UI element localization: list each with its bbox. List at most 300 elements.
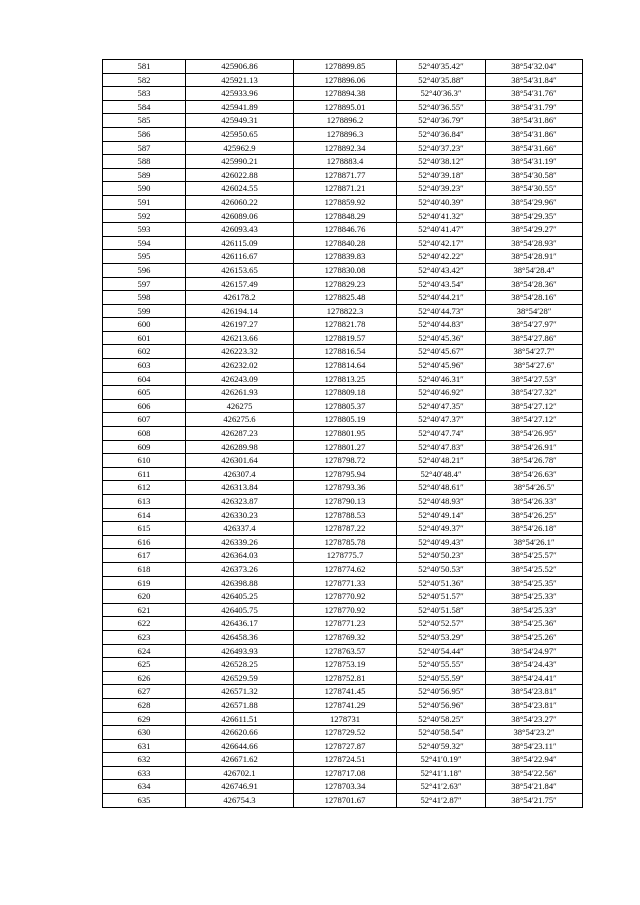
table-row (103, 726, 583, 740)
table-row (103, 114, 583, 128)
x-coordinate-cell: 426746.91 (186, 780, 294, 794)
latitude-cell: 52°40′50.53″ (397, 562, 486, 576)
longitude-cell: 38°54′25.57″ (486, 549, 583, 563)
longitude-cell: 38°54′26.78″ (486, 454, 583, 468)
table-row (103, 766, 583, 780)
point-number-cell: 634 (103, 780, 186, 794)
x-coordinate-cell: 426024.55 (186, 182, 294, 196)
latitude-cell: 52°40′51.58″ (397, 603, 486, 617)
x-coordinate-cell: 426307.4 (186, 467, 294, 481)
y-coordinate-cell: 1278769.32 (294, 630, 397, 644)
y-coordinate-cell: 1278798.72 (294, 454, 397, 468)
longitude-cell: 38°54′30.55″ (486, 182, 583, 196)
latitude-cell: 52°40′45.67″ (397, 345, 486, 359)
point-number-cell: 619 (103, 576, 186, 590)
table-row (103, 331, 583, 345)
longitude-cell: 38°54′25.36″ (486, 617, 583, 631)
latitude-cell: 52°40′46.31″ (397, 372, 486, 386)
point-number-cell: 607 (103, 413, 186, 427)
point-number-cell: 601 (103, 331, 186, 345)
y-coordinate-cell: 1278892.34 (294, 141, 397, 155)
x-coordinate-cell: 425921.13 (186, 73, 294, 87)
x-coordinate-cell: 426289.98 (186, 440, 294, 454)
table-row (103, 427, 583, 441)
point-number-cell: 582 (103, 73, 186, 87)
longitude-cell: 38°54′27.12″ (486, 399, 583, 413)
longitude-cell: 38°54′26.25″ (486, 508, 583, 522)
latitude-cell: 52°40′47.74″ (397, 427, 486, 441)
y-coordinate-cell: 1278871.21 (294, 182, 397, 196)
latitude-cell: 52°40′49.43″ (397, 535, 486, 549)
table-row (103, 87, 583, 101)
y-coordinate-cell: 1278822.3 (294, 304, 397, 318)
point-number-cell: 589 (103, 168, 186, 182)
latitude-cell: 52°40′48.93″ (397, 495, 486, 509)
table-row (103, 60, 583, 74)
latitude-cell: 52°40′54.44″ (397, 644, 486, 658)
point-number-cell: 616 (103, 535, 186, 549)
latitude-cell: 52°40′45.36″ (397, 331, 486, 345)
y-coordinate-cell: 1278899.85 (294, 60, 397, 74)
y-coordinate-cell: 1278771.33 (294, 576, 397, 590)
y-coordinate-cell: 1278774.62 (294, 562, 397, 576)
x-coordinate-cell: 426261.93 (186, 386, 294, 400)
longitude-cell: 38°54′27.6″ (486, 359, 583, 373)
longitude-cell: 38°54′31.66″ (486, 141, 583, 155)
x-coordinate-cell: 426671.62 (186, 753, 294, 767)
longitude-cell: 38°54′31.79″ (486, 100, 583, 114)
longitude-cell: 38°54′24.41″ (486, 671, 583, 685)
x-coordinate-cell: 425933.96 (186, 87, 294, 101)
table-row (103, 399, 583, 413)
y-coordinate-cell: 1278775.7 (294, 549, 397, 563)
longitude-cell: 38°54′27.97″ (486, 318, 583, 332)
x-coordinate-cell: 426620.66 (186, 726, 294, 740)
latitude-cell: 52°40′44.73″ (397, 304, 486, 318)
y-coordinate-cell: 1278859.92 (294, 195, 397, 209)
x-coordinate-cell: 426301.64 (186, 454, 294, 468)
table-row (103, 304, 583, 318)
table-row (103, 372, 583, 386)
latitude-cell: 52°40′37.23″ (397, 141, 486, 155)
table-row (103, 495, 583, 509)
latitude-cell: 52°40′48.21″ (397, 454, 486, 468)
y-coordinate-cell: 1278809.18 (294, 386, 397, 400)
point-number-cell: 611 (103, 467, 186, 481)
x-coordinate-cell: 426373.26 (186, 562, 294, 576)
latitude-cell: 52°41′1.18″ (397, 766, 486, 780)
x-coordinate-cell: 426339.26 (186, 535, 294, 549)
x-coordinate-cell: 425990.21 (186, 155, 294, 169)
point-number-cell: 625 (103, 658, 186, 672)
x-coordinate-cell: 425941.89 (186, 100, 294, 114)
x-coordinate-cell: 426337.4 (186, 522, 294, 536)
latitude-cell: 52°40′36.79″ (397, 114, 486, 128)
table-row (103, 780, 583, 794)
y-coordinate-cell: 1278805.19 (294, 413, 397, 427)
longitude-cell: 38°54′32.04″ (486, 60, 583, 74)
x-coordinate-cell: 426364.03 (186, 549, 294, 563)
x-coordinate-cell: 426116.67 (186, 250, 294, 264)
point-number-cell: 587 (103, 141, 186, 155)
y-coordinate-cell: 1278724.51 (294, 753, 397, 767)
table-row (103, 291, 583, 305)
table-row (103, 508, 583, 522)
y-coordinate-cell: 1278896.2 (294, 114, 397, 128)
x-coordinate-cell: 426213.66 (186, 331, 294, 345)
table-row (103, 603, 583, 617)
latitude-cell: 52°40′47.83″ (397, 440, 486, 454)
table-row (103, 223, 583, 237)
longitude-cell: 38°54′23.11″ (486, 739, 583, 753)
x-coordinate-cell: 426323.87 (186, 495, 294, 509)
table-row (103, 250, 583, 264)
y-coordinate-cell: 1278790.13 (294, 495, 397, 509)
y-coordinate-cell: 1278839.83 (294, 250, 397, 264)
x-coordinate-cell: 426528.25 (186, 658, 294, 672)
y-coordinate-cell: 1278795.94 (294, 467, 397, 481)
y-coordinate-cell: 1278741.45 (294, 685, 397, 699)
latitude-cell: 52°40′44.83″ (397, 318, 486, 332)
table-row (103, 549, 583, 563)
y-coordinate-cell: 1278830.08 (294, 263, 397, 277)
longitude-cell: 38°54′29.27″ (486, 223, 583, 237)
longitude-cell: 38°54′28.93″ (486, 236, 583, 250)
point-number-cell: 586 (103, 127, 186, 141)
x-coordinate-cell: 426060.22 (186, 195, 294, 209)
point-number-cell: 635 (103, 794, 186, 808)
x-coordinate-cell: 426405.75 (186, 603, 294, 617)
y-coordinate-cell: 1278701.67 (294, 794, 397, 808)
point-number-cell: 618 (103, 562, 186, 576)
y-coordinate-cell: 1278805.37 (294, 399, 397, 413)
x-coordinate-cell: 426223.32 (186, 345, 294, 359)
point-number-cell: 597 (103, 277, 186, 291)
table-row (103, 562, 583, 576)
x-coordinate-cell: 425906.86 (186, 60, 294, 74)
latitude-cell: 52°40′43.54″ (397, 277, 486, 291)
table-row (103, 454, 583, 468)
table-row (103, 100, 583, 114)
table-row (103, 413, 583, 427)
coordinates-table-body (103, 60, 583, 808)
longitude-cell: 38°54′25.52″ (486, 562, 583, 576)
latitude-cell: 52°40′41.32″ (397, 209, 486, 223)
point-number-cell: 593 (103, 223, 186, 237)
latitude-cell: 52°40′58.25″ (397, 712, 486, 726)
latitude-cell: 52°40′36.84″ (397, 127, 486, 141)
x-coordinate-cell: 426275.6 (186, 413, 294, 427)
y-coordinate-cell: 1278770.92 (294, 590, 397, 604)
longitude-cell: 38°54′28.4″ (486, 263, 583, 277)
x-coordinate-cell: 426644.66 (186, 739, 294, 753)
point-number-cell: 628 (103, 698, 186, 712)
table-row (103, 155, 583, 169)
x-coordinate-cell: 426611.51 (186, 712, 294, 726)
latitude-cell: 52°40′51.36″ (397, 576, 486, 590)
y-coordinate-cell: 1278829.23 (294, 277, 397, 291)
table-row (103, 345, 583, 359)
y-coordinate-cell: 1278771.23 (294, 617, 397, 631)
latitude-cell: 52°40′38.12″ (397, 155, 486, 169)
longitude-cell: 38°54′27.32″ (486, 386, 583, 400)
x-coordinate-cell: 426197.27 (186, 318, 294, 332)
point-number-cell: 613 (103, 495, 186, 509)
x-coordinate-cell: 426243.09 (186, 372, 294, 386)
latitude-cell: 52°40′39.18″ (397, 168, 486, 182)
table-row (103, 182, 583, 196)
y-coordinate-cell: 1278703.34 (294, 780, 397, 794)
latitude-cell: 52°40′36.3″ (397, 87, 486, 101)
y-coordinate-cell: 1278871.77 (294, 168, 397, 182)
y-coordinate-cell: 1278896.3 (294, 127, 397, 141)
longitude-cell: 38°54′23.2″ (486, 726, 583, 740)
x-coordinate-cell: 426115.09 (186, 236, 294, 250)
longitude-cell: 38°54′29.35″ (486, 209, 583, 223)
longitude-cell: 38°54′31.84″ (486, 73, 583, 87)
table-row (103, 698, 583, 712)
point-number-cell: 592 (103, 209, 186, 223)
point-number-cell: 595 (103, 250, 186, 264)
longitude-cell: 38°54′26.63″ (486, 467, 583, 481)
latitude-cell: 52°40′56.95″ (397, 685, 486, 699)
table-row (103, 630, 583, 644)
y-coordinate-cell: 1278801.95 (294, 427, 397, 441)
latitude-cell: 52°40′48.61″ (397, 481, 486, 495)
y-coordinate-cell: 1278763.57 (294, 644, 397, 658)
latitude-cell: 52°40′42.22″ (397, 250, 486, 264)
latitude-cell: 52°40′42.17″ (397, 236, 486, 250)
latitude-cell: 52°40′35.42″ (397, 60, 486, 74)
x-coordinate-cell: 426232.02 (186, 359, 294, 373)
x-coordinate-cell: 425962.9 (186, 141, 294, 155)
x-coordinate-cell: 426529.59 (186, 671, 294, 685)
y-coordinate-cell: 1278788.53 (294, 508, 397, 522)
point-number-cell: 598 (103, 291, 186, 305)
x-coordinate-cell: 426754.3 (186, 794, 294, 808)
table-row (103, 576, 583, 590)
point-number-cell: 612 (103, 481, 186, 495)
point-number-cell: 603 (103, 359, 186, 373)
latitude-cell: 52°40′49.37″ (397, 522, 486, 536)
longitude-cell: 38°54′26.1″ (486, 535, 583, 549)
point-number-cell: 630 (103, 726, 186, 740)
y-coordinate-cell: 1278752.81 (294, 671, 397, 685)
y-coordinate-cell: 1278848.29 (294, 209, 397, 223)
x-coordinate-cell: 426458.36 (186, 630, 294, 644)
table-row (103, 685, 583, 699)
point-number-cell: 609 (103, 440, 186, 454)
table-row (103, 386, 583, 400)
latitude-cell: 52°40′43.42″ (397, 263, 486, 277)
latitude-cell: 52°40′45.96″ (397, 359, 486, 373)
table-row (103, 141, 583, 155)
x-coordinate-cell: 426313.84 (186, 481, 294, 495)
latitude-cell: 52°40′52.57″ (397, 617, 486, 631)
latitude-cell: 52°40′55.55″ (397, 658, 486, 672)
y-coordinate-cell: 1278840.28 (294, 236, 397, 250)
point-number-cell: 615 (103, 522, 186, 536)
longitude-cell: 38°54′26.91″ (486, 440, 583, 454)
x-coordinate-cell: 425949.31 (186, 114, 294, 128)
point-number-cell: 590 (103, 182, 186, 196)
longitude-cell: 38°54′23.81″ (486, 698, 583, 712)
table-row (103, 535, 583, 549)
point-number-cell: 632 (103, 753, 186, 767)
longitude-cell: 38°54′27.86″ (486, 331, 583, 345)
x-coordinate-cell: 426089.06 (186, 209, 294, 223)
table-row (103, 195, 583, 209)
point-number-cell: 608 (103, 427, 186, 441)
longitude-cell: 38°54′27.7″ (486, 345, 583, 359)
longitude-cell: 38°54′27.53″ (486, 372, 583, 386)
table-row (103, 644, 583, 658)
longitude-cell: 38°54′31.76″ (486, 87, 583, 101)
x-coordinate-cell: 425950.65 (186, 127, 294, 141)
table-row (103, 590, 583, 604)
latitude-cell: 52°40′58.54″ (397, 726, 486, 740)
y-coordinate-cell: 1278793.36 (294, 481, 397, 495)
longitude-cell: 38°54′25.33″ (486, 603, 583, 617)
table-row (103, 168, 583, 182)
y-coordinate-cell: 1278717.08 (294, 766, 397, 780)
longitude-cell: 38°54′31.19″ (486, 155, 583, 169)
y-coordinate-cell: 1278895.01 (294, 100, 397, 114)
table-row (103, 73, 583, 87)
point-number-cell: 622 (103, 617, 186, 631)
y-coordinate-cell: 1278727.87 (294, 739, 397, 753)
longitude-cell: 38°54′25.35″ (486, 576, 583, 590)
x-coordinate-cell: 426153.65 (186, 263, 294, 277)
y-coordinate-cell: 1278770.92 (294, 603, 397, 617)
table-row (103, 617, 583, 631)
point-number-cell: 583 (103, 87, 186, 101)
latitude-cell: 52°40′47.35″ (397, 399, 486, 413)
latitude-cell: 52°40′48.4″ (397, 467, 486, 481)
x-coordinate-cell: 426405.25 (186, 590, 294, 604)
y-coordinate-cell: 1278731 (294, 712, 397, 726)
longitude-cell: 38°54′29.96″ (486, 195, 583, 209)
longitude-cell: 38°54′22.56″ (486, 766, 583, 780)
longitude-cell: 38°54′26.5″ (486, 481, 583, 495)
point-number-cell: 588 (103, 155, 186, 169)
table-row (103, 318, 583, 332)
longitude-cell: 38°54′25.33″ (486, 590, 583, 604)
latitude-cell: 52°40′47.37″ (397, 413, 486, 427)
point-number-cell: 624 (103, 644, 186, 658)
longitude-cell: 38°54′28.91″ (486, 250, 583, 264)
x-coordinate-cell: 426702.1 (186, 766, 294, 780)
x-coordinate-cell: 426093.43 (186, 223, 294, 237)
point-number-cell: 626 (103, 671, 186, 685)
longitude-cell: 38°54′30.58″ (486, 168, 583, 182)
latitude-cell: 52°40′40.39″ (397, 195, 486, 209)
longitude-cell: 38°54′31.86″ (486, 114, 583, 128)
latitude-cell: 52°40′36.55″ (397, 100, 486, 114)
point-number-cell: 633 (103, 766, 186, 780)
longitude-cell: 38°54′26.18″ (486, 522, 583, 536)
y-coordinate-cell: 1278801.27 (294, 440, 397, 454)
latitude-cell: 52°40′44.21″ (397, 291, 486, 305)
point-number-cell: 610 (103, 454, 186, 468)
y-coordinate-cell: 1278896.06 (294, 73, 397, 87)
point-number-cell: 623 (103, 630, 186, 644)
table-row (103, 236, 583, 250)
x-coordinate-cell: 426194.14 (186, 304, 294, 318)
point-number-cell: 621 (103, 603, 186, 617)
y-coordinate-cell: 1278825.48 (294, 291, 397, 305)
x-coordinate-cell: 426330.23 (186, 508, 294, 522)
x-coordinate-cell: 426436.17 (186, 617, 294, 631)
x-coordinate-cell: 426398.88 (186, 576, 294, 590)
point-number-cell: 596 (103, 263, 186, 277)
table-row (103, 467, 583, 481)
latitude-cell: 52°40′41.47″ (397, 223, 486, 237)
longitude-cell: 38°54′21.84″ (486, 780, 583, 794)
latitude-cell: 52°40′39.23″ (397, 182, 486, 196)
table-row (103, 658, 583, 672)
y-coordinate-cell: 1278785.78 (294, 535, 397, 549)
longitude-cell: 38°54′27.12″ (486, 413, 583, 427)
table-row (103, 794, 583, 808)
latitude-cell: 52°41′2.63″ (397, 780, 486, 794)
longitude-cell: 38°54′21.75″ (486, 794, 583, 808)
x-coordinate-cell: 426571.32 (186, 685, 294, 699)
longitude-cell: 38°54′26.95″ (486, 427, 583, 441)
coordinates-table (102, 59, 583, 808)
y-coordinate-cell: 1278814.64 (294, 359, 397, 373)
point-number-cell: 617 (103, 549, 186, 563)
table-row (103, 127, 583, 141)
table-row (103, 671, 583, 685)
x-coordinate-cell: 426493.93 (186, 644, 294, 658)
x-coordinate-cell: 426275 (186, 399, 294, 413)
table-row (103, 753, 583, 767)
y-coordinate-cell: 1278846.76 (294, 223, 397, 237)
latitude-cell: 52°40′51.57″ (397, 590, 486, 604)
latitude-cell: 52°40′53.29″ (397, 630, 486, 644)
point-number-cell: 629 (103, 712, 186, 726)
longitude-cell: 38°54′28″ (486, 304, 583, 318)
y-coordinate-cell: 1278816.54 (294, 345, 397, 359)
longitude-cell: 38°54′24.97″ (486, 644, 583, 658)
point-number-cell: 605 (103, 386, 186, 400)
longitude-cell: 38°54′26.33″ (486, 495, 583, 509)
point-number-cell: 631 (103, 739, 186, 753)
point-number-cell: 591 (103, 195, 186, 209)
latitude-cell: 52°40′35.88″ (397, 73, 486, 87)
longitude-cell: 38°54′24.43″ (486, 658, 583, 672)
x-coordinate-cell: 426022.88 (186, 168, 294, 182)
point-number-cell: 594 (103, 236, 186, 250)
longitude-cell: 38°54′28.16″ (486, 291, 583, 305)
latitude-cell: 52°40′55.59″ (397, 671, 486, 685)
y-coordinate-cell: 1278813.25 (294, 372, 397, 386)
latitude-cell: 52°40′49.14″ (397, 508, 486, 522)
longitude-cell: 38°54′25.26″ (486, 630, 583, 644)
table-row (103, 440, 583, 454)
latitude-cell: 52°41′0.19″ (397, 753, 486, 767)
latitude-cell: 52°40′59.32″ (397, 739, 486, 753)
y-coordinate-cell: 1278821.78 (294, 318, 397, 332)
point-number-cell: 581 (103, 60, 186, 74)
point-number-cell: 602 (103, 345, 186, 359)
longitude-cell: 38°54′23.81″ (486, 685, 583, 699)
point-number-cell: 614 (103, 508, 186, 522)
x-coordinate-cell: 426571.88 (186, 698, 294, 712)
longitude-cell: 38°54′23.27″ (486, 712, 583, 726)
point-number-cell: 627 (103, 685, 186, 699)
